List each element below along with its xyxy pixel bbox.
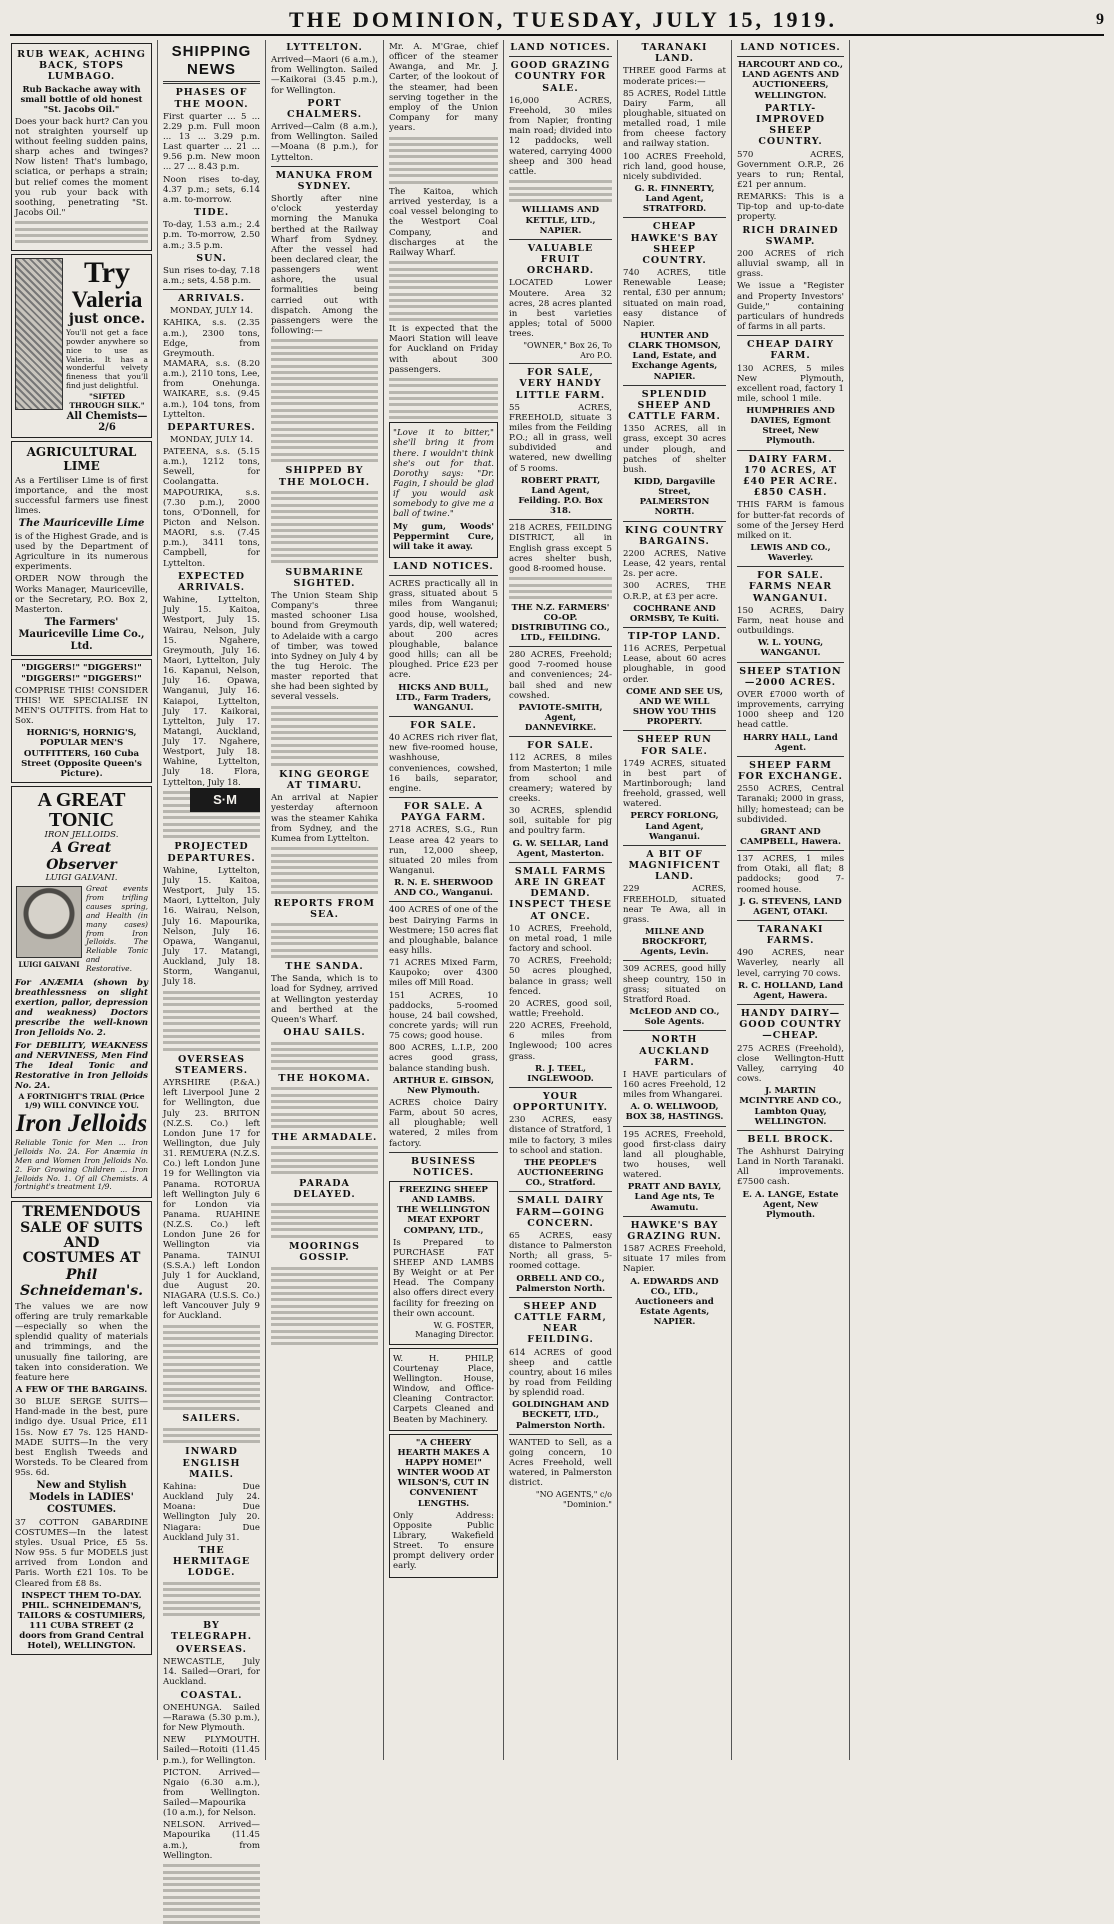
register-text: We issue a "Register and Property Investors' Guide," containing particulars of hundreds of farms in all parts. — [737, 281, 844, 332]
kingo-text: An arrival at Napier yesterday afternoon was the steamer Kahika from Sydney, and the Kumea from Lyttelton. — [271, 793, 378, 844]
tide-heading: TIDE. — [193, 207, 230, 219]
lyttelton-heading: LYTTELTON. — [286, 42, 363, 53]
pratt-bayly-firm: PRATT AND BAYLY, Land Age nts, Te Awamutu. — [627, 1182, 722, 1213]
acres220-listing: 220 ACRES, Freehold, 6 miles from Inglewood; 100 acres grass. — [509, 1021, 612, 1062]
mcintyre-firm: J. MARTIN MCINTYRE AND CO., Lambton Quay, WELLINGTON. — [739, 1086, 842, 1127]
sun-text: Sun rises to-day, 7.18 a.m.; sets, 4.58 p.m. — [163, 265, 260, 287]
acres40-listing: 40 ACRES rich river flat, new five-roomed house, washhouse, conveniences, cowshed, 16 bails, separator, engine. — [389, 733, 498, 794]
shipping-body-2: The Kaitoa, which arrived yesterday, is a coal vessel belonging to the Westport Coal Company, and discharges at the Railway Wharf. — [389, 186, 498, 258]
bell-heading: BELL BROCK. — [747, 1133, 834, 1145]
overseas-text: AYRSHIRE (P.&A.) left Liverpool June 2 for Wellington, due July 23. BRITON (N.Z.S. Co.) left London June 17 for Wellington, due July 31. REMUERA (N.Z.S. Co.) left London June 19 for Wellington via Panama. ROTORUA left Wellington July 6 for London via Panama. RUAHINE (N.Z.S. Co.) left London June 26 for Wellington via Panama. TAINUI (S.S.A.) left London July 1 for Auckland, due August 20. NIAGARA (U.S.S. Co.) left Vancouver July 9 for Auckland. — [163, 1078, 260, 1322]
agri-body-2: is of the Highest Grade, and is used by the Department of Agriculture in its numerous experiments. — [15, 531, 148, 573]
wellwood-firm: A. O. WELLWOOD, BOX 38, HASTINGS. — [625, 1102, 724, 1123]
valeria-brand: Valeria — [71, 286, 143, 312]
inward-text: Kahina: Due Auckland July 24. Moana: Due Wellington July 20. Niagara: Due Auckland July 31. — [163, 1482, 260, 1543]
rub-headline: RUB WEAK, ACHING BACK, STOPS LUMBAGO. — [17, 49, 146, 83]
acres70-listing: 70 ACRES, Freehold; 50 acres ploughed, balance in grass; well fenced. — [509, 956, 612, 997]
armadale-heading: THE ARMADALE. — [271, 1131, 378, 1143]
acres20-listing: 20 ACRES, good soil, wattle; Freehold. — [509, 998, 612, 1019]
acres200-listing: 200 ACRES of rich alluvial swamp, all in grass. — [737, 248, 844, 280]
acres1587-listing: 1587 ACRES Freehold, situate 17 miles from Napier. — [623, 1244, 726, 1275]
telegraph-heading: BY TELEGRAPH. — [170, 1619, 253, 1642]
tonic-anaemia: For ANÆMIA (shown by breathlessness on slight exertion, pallor, depression and weakness) Doctors prescribe the well-known Iron Jelloids No. 2. — [15, 977, 148, 1039]
cochrane-firm: COCHRANE AND ORMSBY, Te Kuiti. — [629, 603, 720, 624]
reports-heading: REPORTS FROM SEA. — [274, 897, 375, 920]
grant-firm: GRANT AND CAMPBELL, Hawera. — [739, 826, 841, 847]
acres400-listing: 400 ACRES of one of the best Dairying Farms in Westmere; 150 acres flat and ploughable, balance easy hills. — [389, 905, 498, 956]
arrivals-heading: ARRIVALS. — [177, 293, 246, 305]
cheap-hb-heading: CHEAP HAWKE'S BAY SHEEP COUNTRY. — [630, 221, 719, 266]
remarks-text: REMARKS: This is a Tip-top and up-to-date property. — [737, 192, 844, 223]
harcourt-firm: HARCOURT AND CO., LAND AGENTS AND AUCTIONEERS, WELLINGTON. — [738, 60, 843, 101]
tonic-headline: A GREAT TONIC — [37, 788, 126, 831]
sherwood-firm: R. N. E. SHERWOOD AND CO., Wanganui. — [394, 878, 493, 899]
projected-text: Wahine, Lyttelton, July 15. Kaitoa, Westport, July 15. Maori, Lyttelton, July 16. Wairau, Nelson, July 16. Mapourika, Nelson, July 16. Opawa, Wanganui, July 17. Matangi, Auckland, July 18. Storm, Wanganui, July 18. — [163, 865, 260, 988]
splendid-heading: SPLENDID SHEEP AND CATTLE FARM. — [628, 388, 721, 423]
sale-address: PHIL. SCHNEIDEMAN'S, TAILORS & COSTUMIERS, 111 CUBA STREET (2 doors from Grand Central Hotel), WELLINGTON. — [17, 1600, 146, 1652]
wanganui-farms-heading: FOR SALE. FARMS NEAR WANGANUI. — [748, 570, 833, 604]
acres2550-listing: 2550 ACRES, Central Taranaki; 2000 in grass, hilly; homestead; can be subdivided. — [737, 784, 844, 825]
acres280-listing: 280 ACRES, Freehold; good 7-roomed house and conveniences; 24-bail shed and new cowshed. — [509, 650, 612, 701]
acres55-listing: 55 ACRES, FREEHOLD, situate 3 miles from the Feilding P.O.; all in grass, well subdivided and watered, new dwelling of 5 rooms. — [509, 402, 612, 474]
sale-firm: Phil Schneideman's. — [19, 1266, 144, 1300]
foster-signature: W. G. FOSTER, Managing Director. — [415, 1320, 494, 1340]
kingo-heading: KING GEORGE AT TIMARU. — [279, 768, 370, 792]
agri-brand: The Mauriceville Lime — [18, 518, 145, 530]
page-number: 9 — [1096, 11, 1104, 28]
north-auckland-heading: NORTH AUCKLAND FARM. — [639, 1034, 710, 1068]
chalmers-text: Arrived—Calm (8 a.m.), from Wellington. Sailed—Moana (8 p.m.), for Lyttelton. — [271, 122, 378, 163]
peoples-firm: THE PEOPLE'S AUCTIONEERING CO., Stratford. — [517, 1157, 604, 1189]
woods-peppermint-ad — [389, 422, 498, 558]
iron-jelloids-list: Reliable Tonic for Men ... Iron Jelloids No. 2A. For Anæmia in Men and Women Iron Jelloids No. 2. For Growing Children ... Iron Jelloids No. 1. Of all Chemists. A fortnight's treatment 1/9. — [15, 1138, 148, 1192]
sale-body: The values we are now offering are truly remarkable—especially so when the splendid quality of materials and trimmings, and the unusually fine tailoring, are taken into consideration. We feature here — [15, 1301, 148, 1383]
dairy-farm-heading: DAIRY FARM. 170 ACRES, AT £40 PER ACRE. £850 CASH. — [742, 453, 839, 499]
onehunga-text: ONEHUNGA. Sailed—Rarawa (5.30 p.m.), for New Plymouth. — [163, 1702, 260, 1734]
small-farms-heading: SMALL FARMS ARE IN GREAT DEMAND. INSPECT THESE AT ONCE. — [509, 865, 612, 922]
tiptop-heading: TIP-TOP LAND. — [627, 631, 722, 642]
rich-swamp-heading: RICH DRAINED SWAMP. — [742, 224, 839, 247]
sale-ladies: New and Stylish Models in LADIES' COSTUMES. — [29, 1480, 134, 1515]
expected-text: Wahine, Lyttelton, July 15. Kaitoa, Westport, July 15. Wairau, Nelson, July 15. Ngahere, Greymouth, July 16. Maori, Lyttelton, July 16. Kapanui, Nelson, July 16. Opawa, Wanganui, July 16. Kaiapoi, Lyttelton, July 17. Kaikorai, Lyttelton, July 17. Matangi, Auckland, July 17. Ngahere, Westport, July 18. Wahine, Lyttelton, July 18. Flora, Lyttelton, July 18. — [163, 595, 260, 788]
bell-body: The Ashhurst Dairying Land in North Taranaki. All improvements. £7500 cash. — [737, 1146, 844, 1188]
overseas-heading: OVERSEAS STEAMERS. — [174, 1053, 249, 1076]
inglewood-firm: R. J. TEEL, INGLEWOOD. — [527, 1063, 594, 1084]
milne-firm: MILNE AND BROCKFORT, Agents, Levin. — [640, 927, 709, 958]
stevens-firm: J. G. STEVENS, LAND AGENT, OTAKI. — [739, 896, 842, 917]
arrivals-date: MONDAY, JULY 14. — [169, 306, 254, 317]
acres112-listing: 112 ACRES, 8 miles from Masterton; 1 mile from school and creamery; watered by creeks. — [509, 753, 612, 804]
agricultural-lime-ad — [11, 441, 152, 656]
acres65-listing: 65 ACRES, easy distance to Palmerston North; all grass, 5-roomed cottage. — [509, 1230, 612, 1272]
orchard-listing: LOCATED Lower Moutere. Area 32 acres, 28 acres planted in best varieties apples; total of 5000 trees. — [509, 278, 612, 340]
good-grazing-heading: GOOD GRAZING COUNTRY FOR SALE. — [510, 60, 611, 94]
handy-dairy-heading: HANDY DAIRY—GOOD COUNTRY—CHEAP. — [739, 1008, 842, 1042]
acres275-listing: 275 ACRES (Freehold), close Wellington-Hutt Valley, carrying 40 cows. — [737, 1043, 844, 1085]
submarine-text: The Union Steam Ship Company's three masted schooner Lisa bound from Greymouth to Adelaide with a cargo of timber, was towed into Sydney on July 4 by the tug Heroic. The master reported that she had been sighted by several vessels. — [271, 591, 378, 703]
owner-sig: "OWNER," Box 26, To Aro P.O. — [523, 341, 612, 360]
shipping-body-3: It is expected that the Maori Station will leave for Auckland on Friday with about 300 passengers. — [389, 324, 498, 375]
land-notices-heading-c5: LAND NOTICES. — [510, 42, 611, 53]
handy-farm-heading: FOR SALE, VERY HANDY LITTLE FARM. — [515, 367, 606, 401]
acres490-listing: 490 ACRES, near Waverley, nearly all level, carrying 70 cows. — [737, 948, 844, 979]
diggers-body: COMPRISE THIS! CONSIDER THIS! WE SPECIALISE IN MEN'S OUTFITS. from Hat to Sox. — [15, 685, 148, 727]
tide-text: To-day, 1.53 a.m.; 2.4 p.m. To-morrow, 2.50 a.m.; 3.5 p.m. — [163, 220, 260, 251]
meat-body: Is Prepared to PURCHASE FAT SHEEP AND LAMBS By Weight or at Per Head. The Company also offers direct every facility for freezing on their own account. — [393, 1237, 494, 1319]
magnificent-heading: A BIT OF MAGNIFICENT LAND. — [628, 848, 721, 883]
lewis-firm: LEWIS AND CO., Waverley. — [750, 543, 831, 564]
over-listing: OVER £7000 worth of improvements, carrying 1000 sheep and 120 head cattle. — [737, 690, 844, 731]
phases-body: First quarter ... 5 ... 2.29 p.m. Full moon ... 13 ... 3.29 p.m. Last quarter ... 21 ... 9.56 p.m. New moon ... 27 ... 8.43 p.m. — [163, 111, 260, 173]
acres2718-listing: 2718 ACRES, S.G., Run Lease area 42 years to run, 12,000 sheep, situated 20 miles from Wanganui. — [389, 825, 498, 876]
williams-firm: WILLIAMS AND KETTLE, LTD., NAPIER. — [521, 205, 600, 236]
noon-text: Noon rises to-day, 4.37 p.m.; sets, 6.14 a.m. to-morrow. — [163, 174, 260, 205]
phases-heading: PHASES OF THE MOON. — [174, 87, 249, 110]
projected-heading: PROJECTED DEPARTURES. — [167, 841, 256, 864]
st-jacobs-oil-ad — [11, 43, 152, 251]
finnerty-firm: G. R. FINNERTY, Land Agent, STRATFORD. — [634, 183, 715, 215]
acres116-listing: 116 ACRES, Perpetual Lease, about 60 acres ploughable, in good order. — [623, 644, 726, 685]
acres570-listing: 570 ACRES, Government O.R.P., 26 years to run; Rental, £21 per annum. — [737, 149, 844, 190]
humphries-firm: HUMPHRIES AND DAVIES, Egmont Street, New Plymouth. — [746, 406, 835, 447]
sale-few-bargains: A FEW OF THE BARGAINS. — [15, 1385, 148, 1395]
newcastle-text: NEWCASTLE, July 14. Sailed—Orari, for Auckland. — [163, 1657, 260, 1688]
orbell-firm: ORBELL AND CO., Palmerston North. — [515, 1273, 606, 1294]
three-farms: THREE good Farms at moderate prices:— — [623, 66, 726, 87]
acres614-listing: 614 ACRES of good sheep and cattle country, about 16 miles by road from Feilding by splendid road. — [509, 1347, 612, 1399]
agri-body: As a Fertiliser Lime is of first importance, and the most successful farmers use finest limes. — [15, 475, 148, 516]
column-2-shipping — [158, 40, 266, 1861]
sailers-heading: SAILERS. — [182, 1413, 241, 1425]
spencer-moulton-ad — [190, 788, 260, 812]
overseas2-heading: OVERSEAS. — [176, 1643, 247, 1655]
hermitage-heading: THE HERMITAGE LODGE. — [172, 1544, 251, 1579]
acres100-listing: 100 ACRES Freehold, rich land, good house, nicely subdivided. — [623, 151, 726, 182]
mcleod-firm: McLEOD AND CO., Sole Agents. — [629, 1007, 720, 1028]
king-country-heading: KING COUNTRY BARGAINS. — [624, 524, 725, 547]
chalmers-heading: PORT CHALMERS. — [286, 97, 363, 120]
acres130-listing: 130 ACRES, 5 miles New Plymouth, excellent road, factory 1 mile, school 1 mile. — [737, 363, 844, 404]
exchange-heading: SHEEP FARM FOR EXCHANGE. — [738, 759, 843, 783]
column-6-land-notices — [618, 40, 732, 1760]
valeria-try: Try — [83, 255, 131, 289]
parada-heading: PARADA DELAYED. — [293, 1177, 356, 1200]
holland-firm: R. C. HOLLAND, Land Agent, Hawera. — [737, 980, 843, 1001]
farm-body: THIS FARM is famous for butter-fat records of some of the Jersey Herd milked on it. — [737, 500, 844, 541]
shipping-body-1: Mr. A. M'Grae, chief officer of the steamer Awanga, and Mr. J. Carter, of the lookout of the steamer, had been serving together in the employ of the Union Company for many years. — [389, 42, 498, 134]
sale-items-2: 37 COTTON GABARDINE COSTUMES—In the latest styles. Usual Price, £5 5s. Now 95s. 5 fur MODELS just arrived from London and Paris. Worth £21 10s. To be Cleared from £8 8s. — [15, 1517, 148, 1589]
young-firm: W. L. YOUNG, WANGANUI. — [757, 638, 824, 659]
hokoma-heading: THE HOKOMA. — [278, 1072, 371, 1084]
shipping-news-headline: SHIPPING NEWS — [171, 43, 252, 78]
winter-wood: WINTER WOOD AT WILSON'S, CUT IN CONVENIENT LENGTHS. — [397, 1468, 490, 1509]
masthead-title: THE DOMINION, TUESDAY, JULY 15, 1919. — [288, 7, 838, 32]
manuka-heading: MANUKA FROM SYDNEY. — [275, 169, 374, 192]
orchard-heading: VALUABLE FRUIT ORCHARD. — [526, 242, 595, 277]
tonic-body: Great events from trifling causes spring, and Health (in many cases) from Iron Jelloids. The Reliable Tonic and Restorative. — [86, 884, 148, 973]
sale-items: 30 BLUE SERGE SUITS—Hand-made in the best, pure indigo dye. Usual Price, £11 15s. Now £7 7s. 125 HAND-MADE SUITS—In the very best English Tweeds and Worsteds. To be Cleared from 95s. 6d. — [15, 1397, 148, 1479]
opportunity-heading: YOUR OPPORTUNITY. — [513, 1090, 608, 1114]
masthead — [10, 6, 1104, 36]
no-agents-sig: "NO AGENTS," c/o "Dominion." — [535, 1490, 612, 1509]
text-filler — [15, 221, 148, 243]
acres85-listing: 85 ACRES, Rodel Little Dairy Farm, all ploughable, situated on metalled road, 1 mile from cheese factory and railway station. — [623, 88, 726, 150]
dairy-listing: ACRES choice Dairy Farm, about 50 acres, all ploughable; well watered, 2 miles from factory. — [389, 1097, 498, 1149]
valeria-tagline: "SIFTED THROUGH SILK." — [69, 391, 145, 410]
sanda-text: The Sanda, which is to load for Sydney, arrived at Wellington yesterday and berthed at the Queen's Wharf. — [271, 974, 378, 1025]
paviote-firm: PAVIOTE-SMITH, Agent, DANNEVIRKE. — [518, 702, 603, 734]
partly-heading: PARTLY-IMPROVED SHEEP COUNTRY. — [756, 102, 825, 148]
picton-text: PICTON. Arrived—Ngaio (6.30 a.m.), from Wellington. Sailed—Mapourika (10 a.m.), for Nelson. — [163, 1767, 260, 1819]
coastal-heading: COASTAL. — [180, 1689, 243, 1701]
newplymouth-text: NEW PLYMOUTH. Sailed—Rotoiti (11.45 p.m.), for Wellington. — [163, 1735, 260, 1766]
forsale-heading-c5: FOR SALE. — [527, 740, 594, 752]
valeria-body: You'll not get a face powder anywhere so nice to use as Valeria. It has a wonderful velvety fineness that you'll find just delightful. — [66, 328, 148, 391]
meat-export-ad — [389, 1181, 498, 1345]
submarine-heading: SUBMARINE SIGHTED. — [285, 566, 364, 589]
sellar-firm: G. W. SELLAR, Land Agent, Masterton. — [512, 838, 609, 859]
acres71-listing: 71 ACRES Mixed Farm, Kaupoko; over 4300 miles off Mill Road. — [389, 958, 498, 989]
rub-subhead: Rub Backache away with small bottle of old honest "St. Jacobs Oil." — [20, 84, 143, 115]
tonic-name: LUIGI GALVANI. — [45, 873, 118, 884]
hicks-listing: ACRES practically all in grass, situated about 5 miles from Wanganui; good house, woolshed, yards, dip, well watered; about 200 acres ploughable, balance good hills; can all be ploughed. Price £23 per acre. — [389, 579, 498, 681]
acres2200-listing: 2200 ACRES, Native Lease, 42 years, rental 2s. per acre. — [623, 549, 726, 580]
acres740-listing: 740 ACRES, title Renewable Lease; rental, £30 per annum; situated on main road, easy distance of Napier. — [623, 268, 726, 329]
taranaki-farms-heading: TARANAKI FARMS. — [757, 923, 824, 947]
valeria-price: All Chemists— 2/6 — [66, 410, 148, 434]
expected-heading: EXPECTED ARRIVALS. — [177, 570, 246, 593]
agri-order: ORDER NOW through the Works Manager, Mauriceville, or the Secretary, P.O. Box 2, Masterton. — [15, 574, 148, 615]
tonic-debility: For DEBILITY, WEAKNESS and NERVINESS, Men Find The Ideal Tonic and Restorative in Iron Jelloids No. 2A. — [15, 1040, 148, 1092]
percy-firm: PERCY FORLONG, Land Agent, Wanganui. — [630, 811, 719, 842]
business-notices-heading: BUSINESS NOTICES. — [410, 1155, 477, 1178]
valeria-ad — [11, 254, 152, 439]
departures-text: PATEENA, s.s. (5.15 a.m.), 1212 tons, Sewell, for Coolangatta. MAPOURIKA, s.s. (7.30 p.m.), 2000 tons, O'Donnell, for Picton and Nelson. MAORI, s.s. (7.45 p.m.), 3411 tons, Campbell, for Lyttelton. — [163, 447, 260, 569]
acres195-listing: 195 ACRES, Freehold, good first-class dairy land all ploughable, two houses, well watered. — [623, 1129, 726, 1181]
rub-body: Does your back hurt? Can you not straighten yourself up without feeling sudden pains, sharp aches and twinges? Now listen! That's lumbago, sciatica, or perhaps a strain; but relief comes the moment you rub your back with soothing, penetrating "St. Jacobs Oil." — [15, 116, 148, 218]
dr-quote: "Love it to bitter," she'll bring it from there. I wouldn't think she's out for that. Dorothy says: "Dr. Fagin, I should be glad if you would ask somebody to give me a ball of twine." — [393, 428, 494, 520]
tonic-fortnight: A FORTNIGHT'S TRIAL (Price 1/9) WILL CONVINCE YOU. — [18, 1092, 145, 1111]
shipped-heading: SHIPPED BY THE MOLOCH. — [278, 465, 371, 488]
sale-inspect: INSPECT THEM TO-DAY. — [21, 1590, 142, 1601]
nzfarmers-firm: THE N.Z. FARMERS' CO-OP. DISTRIBUTING CO., LTD., FEILDING. — [511, 602, 610, 643]
departures-date: MONDAY, JULY 14. — [169, 434, 254, 445]
schneideman-sale-ad — [11, 1201, 152, 1655]
forsale-heading-1: FOR SALE. — [410, 719, 477, 731]
sheep-cattle-heading: SHEEP AND CATTLE FARM, NEAR FEILDING. — [514, 1300, 607, 1346]
acres218-listing: 218 ACRES, FEILDING DISTRICT, all in English grass except 5 acres shelter bush, good 8-roomed house. — [509, 523, 612, 574]
column-5-land-notices — [504, 40, 618, 1760]
pratt-firm: ROBERT PRATT, Land Agent, Feilding. P.O. Box 318. — [518, 475, 603, 517]
taranaki-heading: TARANAKI LAND. — [641, 42, 708, 65]
acres30-listing: 30 ACRES, splendid soil, suitable for pig and poultry farm. — [509, 806, 612, 837]
hornigs-ad — [11, 659, 152, 783]
gibson-firm: ARTHUR E. GIBSON, New Plymouth. — [393, 1075, 494, 1096]
moorings-heading: MOORINGS GOSSIP. — [288, 1241, 361, 1264]
kidd-firm: KIDD, Dargaville Street, PALMERSTON NORTH. — [633, 477, 716, 518]
hornigs-address: HORNIG'S, HORNIG'S, POPULAR MEN'S OUTFITTERS, 160 Cuba Street (Opposite Queen's Picture). — [21, 728, 142, 779]
harry-hall-firm: HARRY HALL, Land Agent. — [743, 732, 838, 753]
hunter-firm: HUNTER AND CLARK THOMSON, Land, Estate, and Exchange Agents, NAPIER. — [628, 331, 721, 382]
galvani-portrait — [16, 886, 82, 958]
meat-company: THE WELLINGTON MEAT EXPORT COMPANY, LTD., — [396, 1205, 491, 1236]
wanted-listing: WANTED to Sell, as a going concern, 10 Acres Freehold, well watered, in Palmerston district. — [509, 1437, 612, 1489]
acres229-listing: 229 ACRES, FREEHOLD, situated near Te Awa, all in grass. — [623, 884, 726, 925]
land-notices-heading-c7: LAND NOTICES. — [740, 42, 841, 53]
acres1350-listing: 1350 ACRES, all in grass, except 30 acres under plough, and patches of shelter bush. — [623, 424, 726, 475]
ohau-heading: OHAU SAILS. — [283, 1027, 366, 1038]
acres150-listing: 150 ACRES, Dairy Farm, neat house and outbuildings. — [737, 605, 844, 637]
column-7-land-notices — [732, 40, 850, 1760]
wilson-wood-ad — [389, 1434, 498, 1578]
inward-heading: INWARD ENGLISH MAILS. — [182, 1446, 241, 1480]
acres16000-listing: 16,000 ACRES, Freehold, 30 miles from Napier, fronting main road; divided into 12 paddocks, well watered, carrying 4000 sheep and 300 head cattle. — [509, 95, 612, 177]
acres309-listing: 309 ACRES, good hilly sheep country, 150 in grass; situated on Stratford Road. — [623, 964, 726, 1005]
acres230-listing: 230 ACRES, easy distance of Stratford, 1 mile to factory, 3 miles to school and station. — [509, 1115, 612, 1156]
diggers-banner: "DIGGERS!" "DIGGERS!" "DIGGERS!" "DIGGERS!" — [21, 663, 142, 684]
acres300-listing: 300 ACRES, THE O.R.P., at £3 per acre. — [623, 581, 726, 602]
column-4 — [384, 40, 504, 1760]
philp-text: W. H. PHILP, Courtenay Place, Wellington. House, Window, and Office-Cleaning Contractor. Carpets Cleaned and Beaten by Machinery. — [393, 1353, 494, 1425]
goldingham-firm: GOLDINGHAM AND BECKETT, LTD., Palmerston North. — [512, 1400, 609, 1431]
sun-heading: SUN. — [196, 252, 227, 264]
sale-headline: TREMENDOUS SALE OF SUITS AND COSTUMES AT — [20, 1204, 143, 1267]
arrivals-text: KAHIKA, s.s. (2.35 a.m.), 2300 tons, Edge, from Greymouth. MAMARA, s.s. (8.20 a.m.), 2110 tons, Lee, from Onehunga. WAIKARE, s.s. (9.45 a.m.), 104 tons, from Lyttelton. — [163, 318, 260, 420]
land-notices-heading-c4: LAND NOTICES. — [393, 560, 494, 572]
tonic-observer: A Great Observer — [46, 840, 117, 873]
lyttelton-text: Arrived—Maori (6 a.m.), from Wellington. Sailed—Kaikorai (3.45 p.m.), for Wellington. — [271, 55, 378, 96]
iron-jelloids-logo: Iron Jelloids — [15, 1109, 148, 1137]
tonic-subhead: IRON JELLOIDS. — [44, 829, 119, 840]
lange-firm: E. A. LANGE, Estate Agent, New Plymouth. — [742, 1189, 839, 1220]
grazing-run-heading: HAWKE'S BAY GRAZING RUN. — [627, 1219, 722, 1242]
acres137-listing: 137 ACRES, 1 miles from Otaki, all flat; 8 paddocks; good 7-roomed house. — [737, 854, 844, 895]
acres151-listing: 151 ACRES, 10 paddocks, 5-roomed house, 24 bail cowshed, concrete yards; will run 75 cows; good house. — [389, 990, 498, 1042]
freezing-heading: FREEZING SHEEP AND LAMBS. — [399, 1185, 488, 1206]
edwards-firm: A. EDWARDS AND CO., LTD., Auctioneers and Estate Agents, NAPIER. — [630, 1276, 719, 1328]
payga-heading: FOR SALE. A PAYGA FARM. — [400, 801, 487, 824]
spencer-moulton-logo: S·M — [190, 788, 260, 812]
hicks-firm: HICKS AND BULL, LTD., Farm Traders, WANGANUI. — [395, 682, 492, 713]
agri-headline: AGRICULTURAL LIME — [26, 445, 137, 474]
philp-ad — [389, 1348, 498, 1431]
acres800-listing: 800 ACRES, L.I.P., 200 acres good grass, balance standing bush. — [389, 1043, 498, 1074]
agri-company: The Farmers' Mauriceville Lime Co., Ltd. — [18, 617, 145, 652]
cheery-hearth: "A CHEERY HEARTH MAKES A HAPPY HOME!" — [397, 1437, 490, 1469]
woods-gum: My gum, Woods' Peppermint Cure, will take it away. — [393, 521, 494, 552]
departures-heading: DEPARTURES. — [167, 421, 256, 433]
portrait-caption: LUIGI GALVANI — [18, 960, 80, 970]
come-and-see: COME AND SEE US, AND WE WILL SHOW YOU THIS PROPERTY. — [625, 686, 724, 728]
sanda-heading: THE SANDA. — [285, 961, 364, 973]
lady-illustration — [15, 258, 63, 410]
station-heading: SHEEP STATION—2000 ACRES. — [739, 665, 842, 688]
sheep-run-heading: SHEEP RUN FOR SALE. — [637, 734, 712, 757]
manuka-text: Shortly after nine o'clock yesterday morning the Manuka berthed at the Railway Wharf from Sydney. After the vessel had been declared clear, the passengers went ashore, the usual formalities being carried out with dispatch. Among the passengers were the following:— — [271, 194, 378, 336]
cheap-dairy-heading: CHEAP DAIRY FARM. — [746, 339, 835, 362]
valeria-just-once: just once. — [68, 310, 146, 327]
wilson-body: Only Address: Opposite Public Library, Wakefield Street. To ensure prompt delivery order early. — [393, 1510, 494, 1572]
column-1-advertisements — [6, 40, 158, 1760]
column-3-shipping — [266, 40, 384, 1760]
have-listing: I HAVE particulars of 160 acres Freehold, 12 miles from Whangarei. — [623, 1069, 726, 1101]
acres10-listing: 10 ACRES, Freehold, on metal road, 1 mile factory and school. — [509, 923, 612, 955]
acres1749-listing: 1749 ACRES, situated in best part of Martinborough; land freehold, grassed, well watered. — [623, 758, 726, 810]
small-dairy-heading: SMALL DAIRY FARM—GOING CONCERN. — [515, 1195, 606, 1229]
iron-jelloids-ad — [11, 786, 152, 1198]
nelson-text: NELSON. Arrived—Mapourika (11.45 a.m.), from Wellington. — [163, 1820, 260, 1861]
